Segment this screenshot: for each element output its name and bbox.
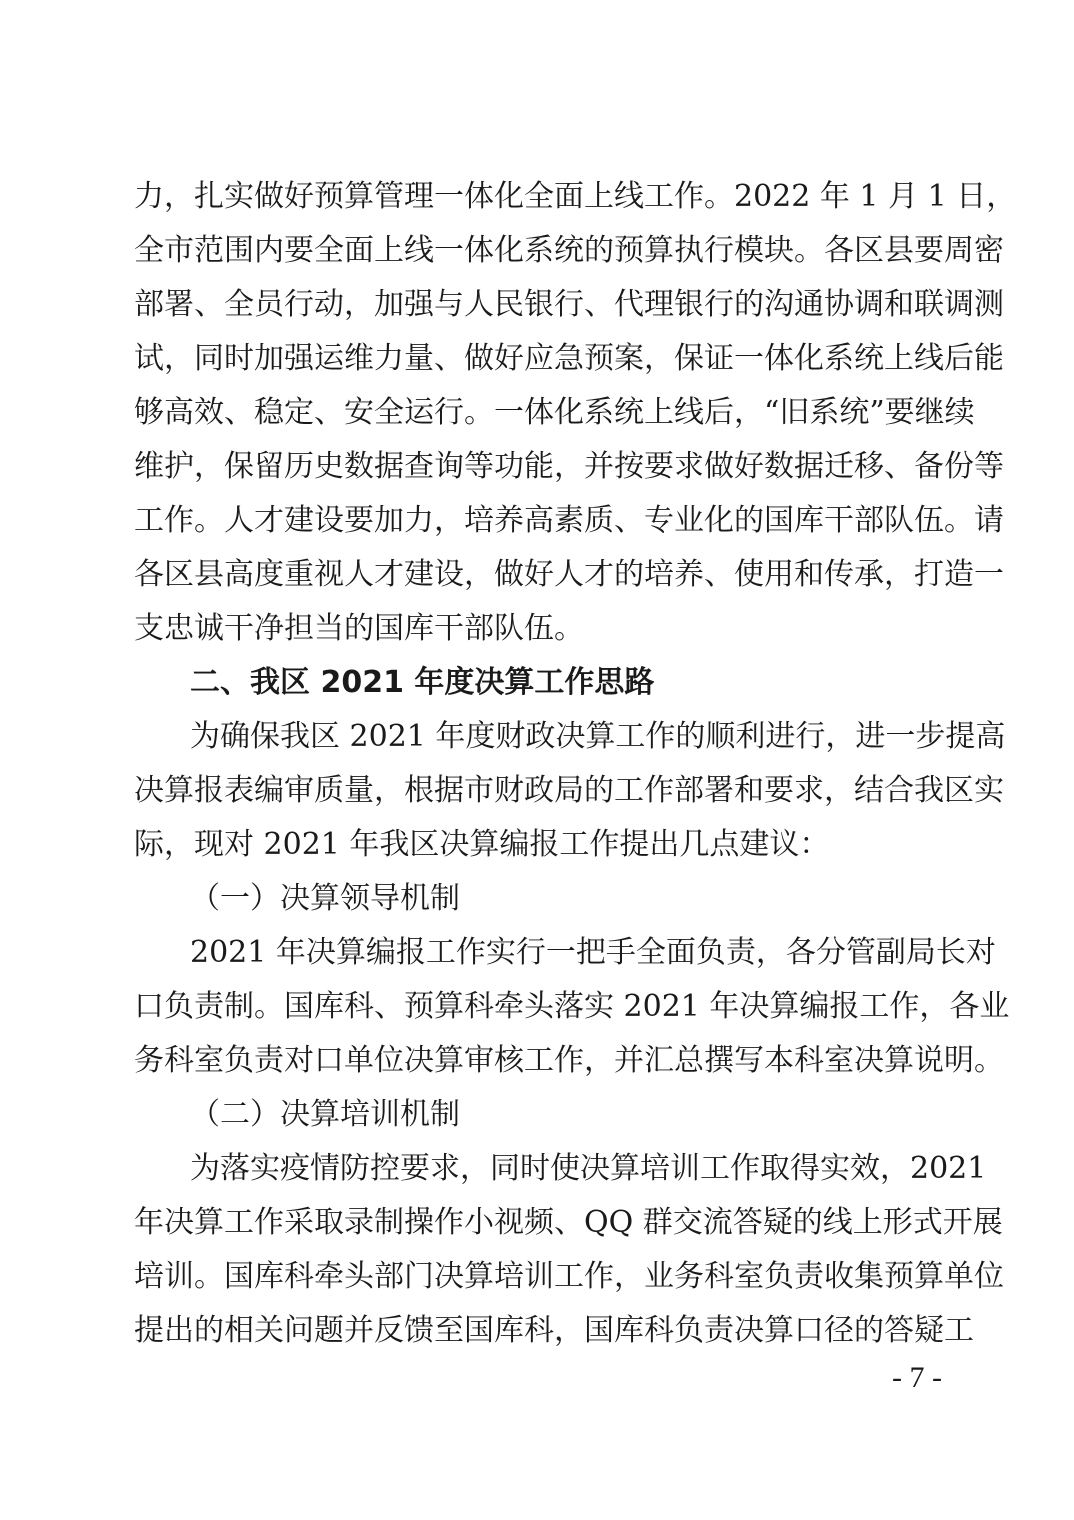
body-text-line: 提出的相关问题并反馈至国库科，国库科负责决算口径的答疑工: [134, 1313, 974, 1348]
body-text-line: 工作。人才建设要加力，培养高素质、专业化的国库干部队伍。请: [134, 503, 1004, 538]
body-text-line: 支忠诚干净担当的国库干部队伍。: [134, 611, 584, 646]
body-text-line: 试，同时加强运维力量、做好应急预案，保证一体化系统上线后能: [134, 341, 1004, 376]
page-number: - 7 -: [892, 1361, 942, 1394]
body-text-line: 口负责制。国库科、预算科牵头落实 2021 年决算编报工作，各业: [134, 989, 1010, 1024]
body-text-line: 际，现对 2021 年我区决算编报工作提出几点建议：: [134, 827, 830, 862]
body-text-line: 决算报表编审质量，根据市财政局的工作部署和要求，结合我区实: [134, 773, 1004, 808]
subsection-heading: （一）决算领导机制: [190, 881, 460, 916]
body-text-line: 各区县高度重视人才建设，做好人才的培养、使用和传承，打造一: [134, 557, 1004, 592]
subsection-heading: （二）决算培训机制: [190, 1097, 460, 1132]
body-text-line: 为确保我区 2021 年度财政决算工作的顺利进行，进一步提高: [190, 719, 1006, 754]
body-text-line: 为落实疫情防控要求，同时使决算培训工作取得实效，2021: [190, 1151, 987, 1186]
section-heading: 二、我区 2021 年度决算工作思路: [190, 665, 655, 700]
body-text-line: 全市范围内要全面上线一体化系统的预算执行模块。各区县要周密: [134, 233, 1004, 268]
body-text-line: 培训。国库科牵头部门决算培训工作，业务科室负责收集预算单位: [134, 1259, 1004, 1294]
body-text-line: 维护，保留历史数据查询等功能，并按要求做好数据迁移、备份等: [134, 449, 1004, 484]
body-text-line: 2021 年决算编报工作实行一把手全面负责，各分管副局长对: [190, 935, 996, 970]
body-text-line: 够高效、稳定、安全运行。一体化系统上线后，“旧系统”要继续: [134, 395, 975, 430]
body-text-line: 务科室负责对口单位决算审核工作，并汇总撰写本科室决算说明。: [134, 1043, 1004, 1078]
body-text-line: 年决算工作采取录制操作小视频、QQ 群交流答疑的线上形式开展: [134, 1205, 1003, 1240]
body-text-line: 部署、全员行动，加强与人民银行、代理银行的沟通协调和联调测: [134, 287, 1004, 322]
body-text-line: 力，扎实做好预算管理一体化全面上线工作。2022 年 1 月 1 日，: [134, 179, 1017, 214]
